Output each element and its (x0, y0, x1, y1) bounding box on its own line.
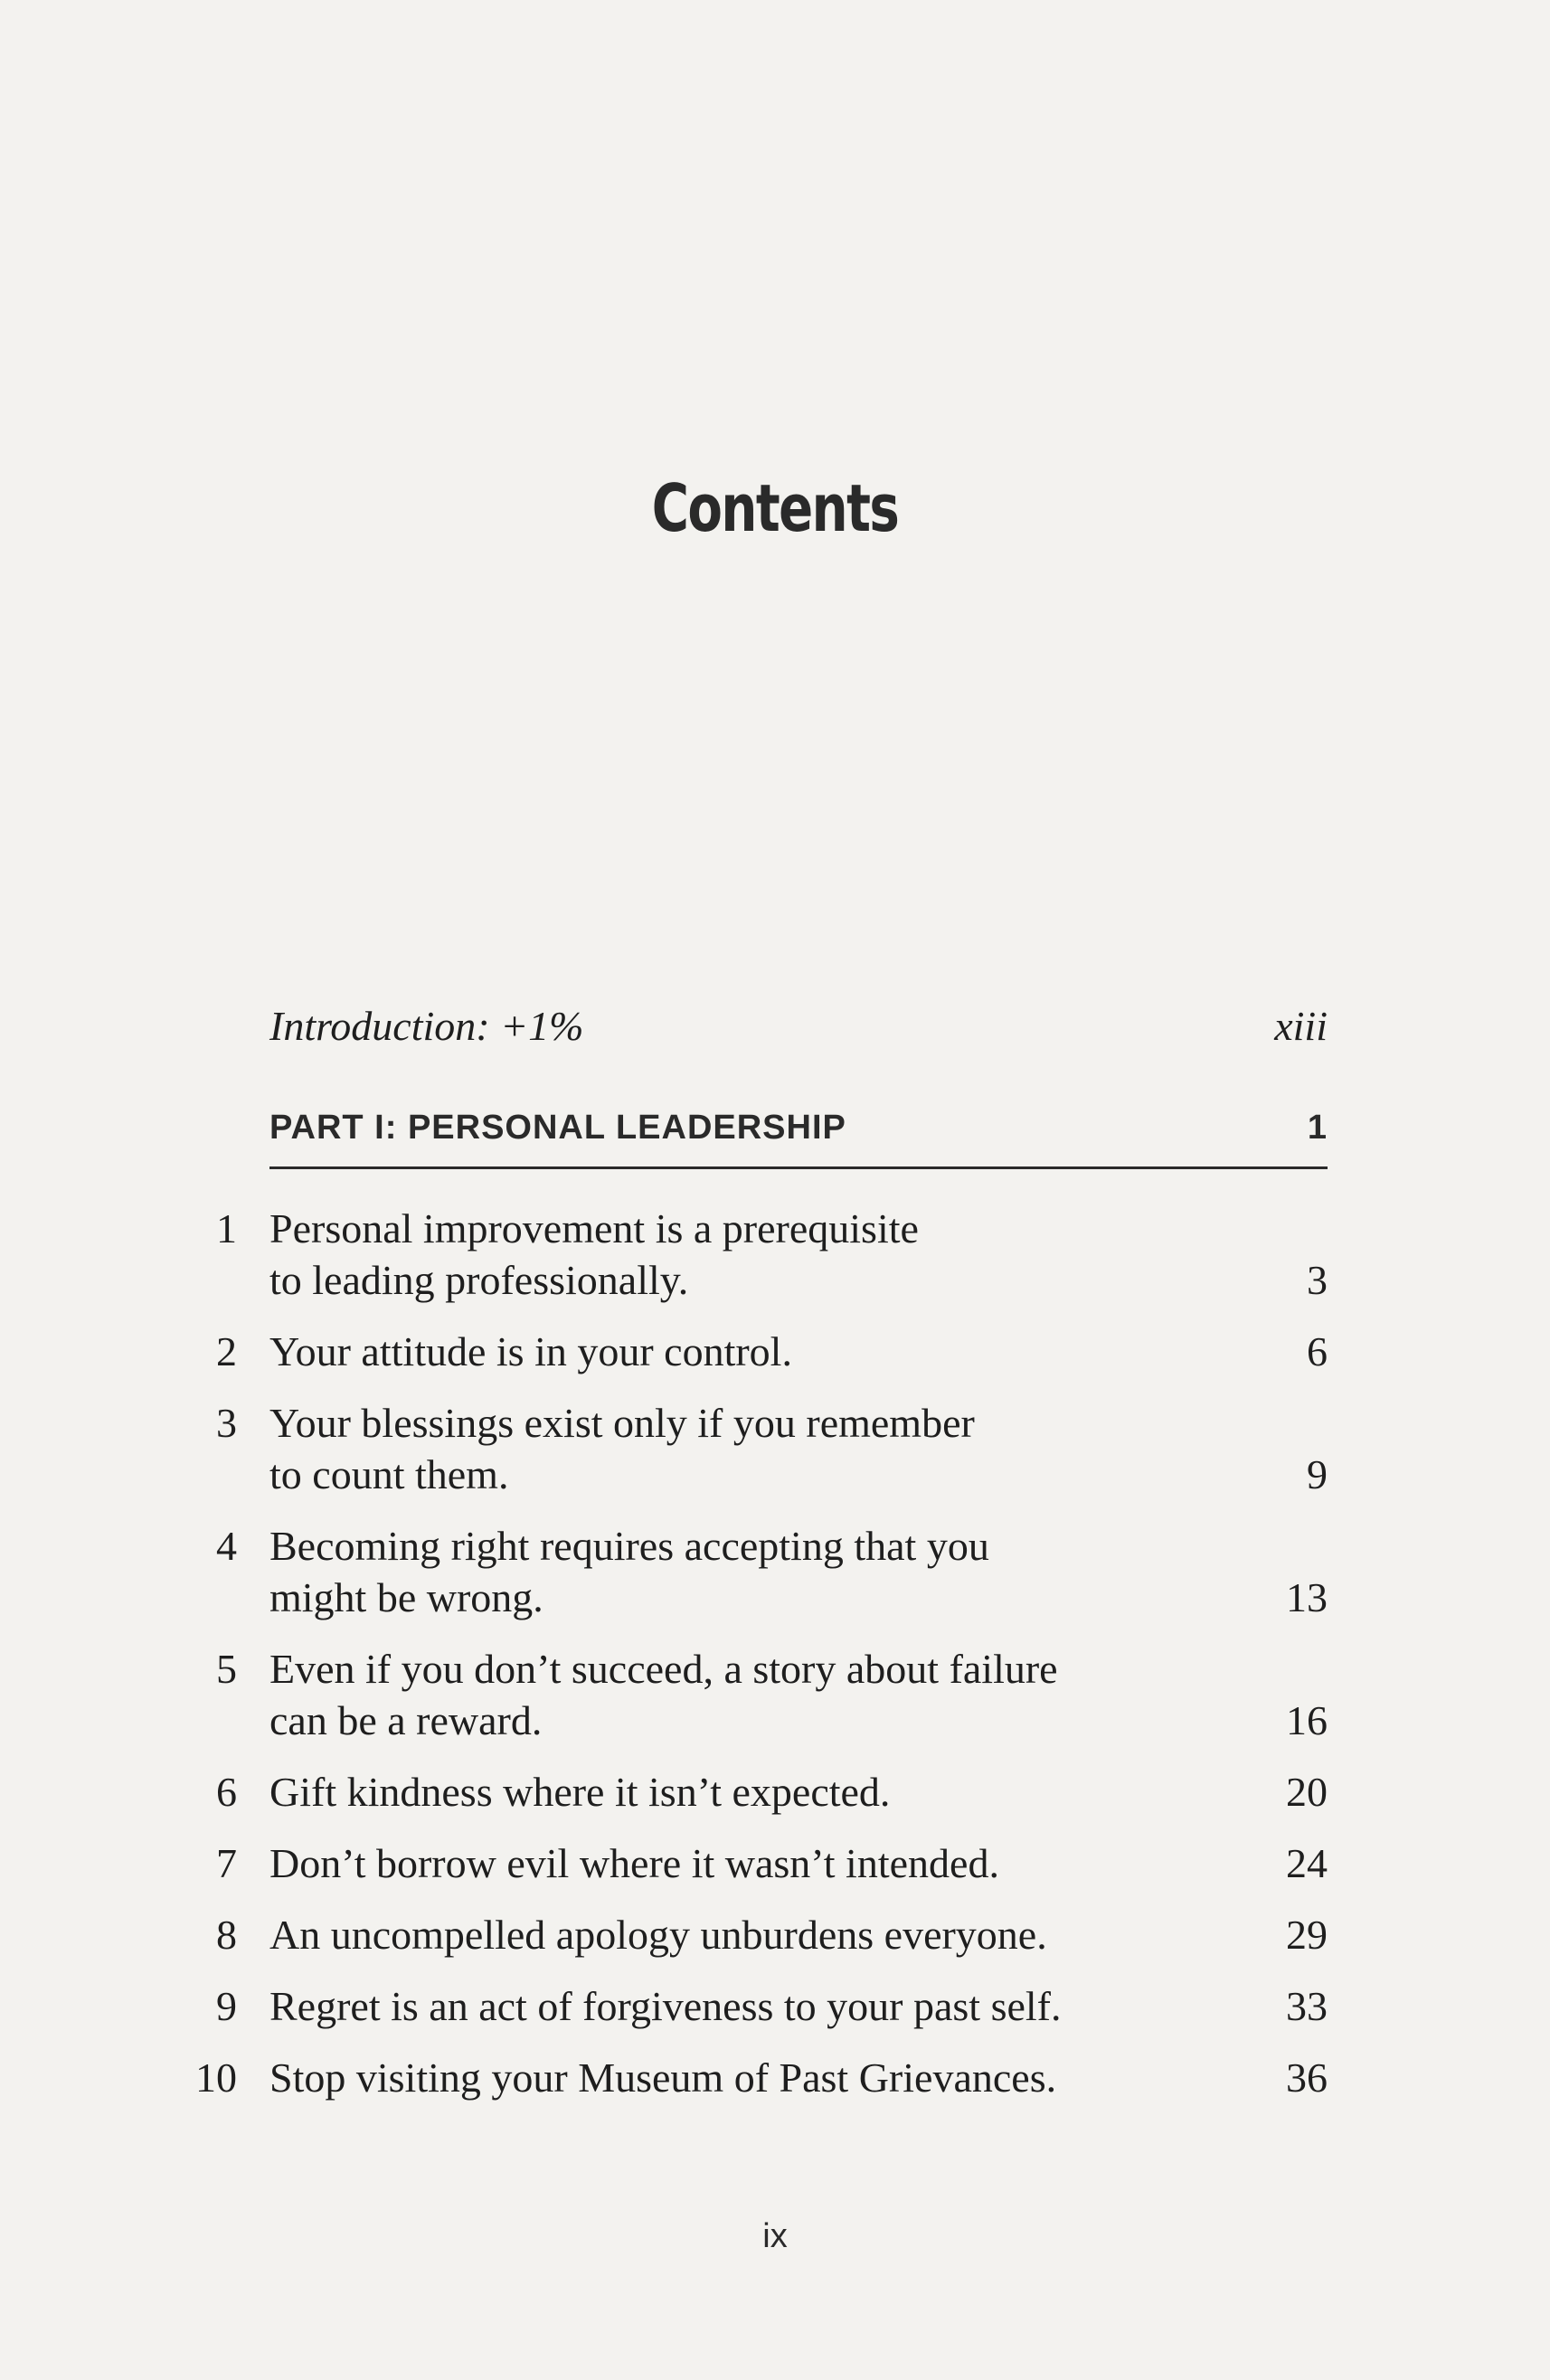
chapter-page-number: 3 (1307, 1257, 1328, 1303)
chapter-title: Your blessings exist only if you remember to count them. (269, 1400, 975, 1497)
chapter-number: 1 (216, 1205, 237, 1251)
toc-entry-8[interactable] (172, 1909, 1328, 1960)
toc-entry-2[interactable] (172, 1326, 1328, 1377)
chapter-number: 10 (195, 2054, 237, 2101)
toc-list (172, 1203, 1328, 2123)
toc-entry-4[interactable] (172, 1520, 1328, 1623)
chapter-title: Your attitude is in your control. (269, 1328, 792, 1374)
chapter-number: 2 (216, 1328, 237, 1374)
page-title: Contents (651, 470, 899, 546)
toc-entry-7[interactable] (172, 1837, 1328, 1889)
toc-entry-1[interactable] (172, 1203, 1328, 1306)
chapter-page-number: 29 (1286, 1912, 1328, 1958)
toc-entry-9[interactable] (172, 1980, 1328, 2032)
folio-page-number: ix (762, 2217, 788, 2255)
chapter-page-number: 33 (1286, 1983, 1328, 2029)
chapter-title: Personal improvement is a prerequisite to leading professionally. (269, 1205, 919, 1303)
toc-introduction-row[interactable] (269, 1002, 1328, 1050)
chapter-page-number: 20 (1286, 1769, 1328, 1815)
chapter-page-number: 6 (1307, 1328, 1328, 1374)
chapter-title: An uncompelled apology unburdens everyone. (269, 1912, 1047, 1958)
part-divider-rule (269, 1166, 1328, 1169)
chapter-page-number: 16 (1286, 1697, 1328, 1743)
chapter-title: Don’t borrow evil where it wasn’t intended. (269, 1840, 999, 1886)
chapter-title: Stop visiting your Museum of Past Grievances. (269, 2054, 1057, 2101)
toc-entry-3[interactable] (172, 1397, 1328, 1500)
chapter-number: 5 (216, 1646, 237, 1692)
chapter-number: 6 (216, 1769, 237, 1815)
part-page-number: 1 (1307, 1109, 1328, 1147)
chapter-number: 3 (216, 1400, 237, 1446)
toc-entry-10[interactable] (172, 2052, 1328, 2103)
chapter-page-number: 36 (1286, 2054, 1328, 2101)
chapter-title: Becoming right requires accepting that you might be wrong. (269, 1523, 989, 1620)
introduction-page-number: xiii (1274, 1003, 1328, 1049)
chapter-title: Regret is an act of forgiveness to your past self. (269, 1983, 1062, 2029)
introduction-label: Introduction: +1% (269, 1003, 584, 1049)
chapter-title: Even if you don’t succeed, a story about failure can be a reward. (269, 1646, 1058, 1743)
chapter-number: 4 (216, 1523, 237, 1569)
chapter-number: 8 (216, 1912, 237, 1958)
toc-entry-5[interactable] (172, 1643, 1328, 1746)
chapter-number: 9 (216, 1983, 237, 2029)
toc-entry-6[interactable] (172, 1766, 1328, 1818)
chapter-title: Gift kindness where it isn’t expected. (269, 1769, 891, 1815)
chapter-page-number: 24 (1286, 1840, 1328, 1886)
chapter-number: 7 (216, 1840, 237, 1886)
part-label: PART I: PERSONAL LEADERSHIP (269, 1109, 846, 1147)
chapter-page-number: 13 (1286, 1574, 1328, 1620)
toc-part-heading[interactable] (269, 1109, 1328, 1148)
chapter-page-number: 9 (1307, 1451, 1328, 1497)
